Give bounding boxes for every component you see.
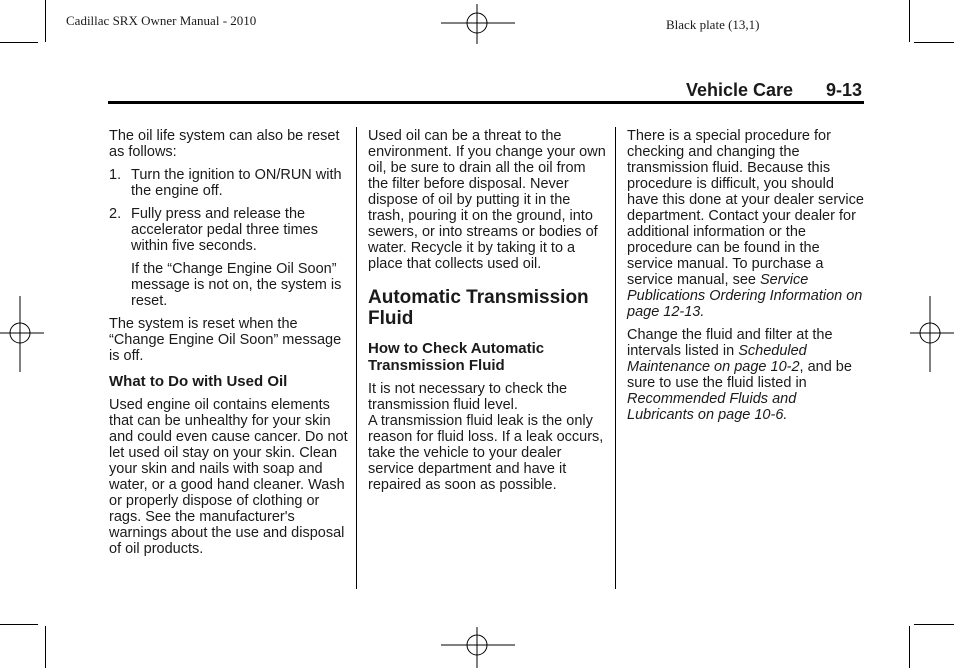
- change-fluid-paragraph: [627, 327, 867, 423]
- crop-mark: [45, 626, 46, 668]
- used-oil-threat-paragraph: Used oil can be a threat to the environment. If you change your own oil, be sure to drain all the oil from the filter before disposal. Never dispose of oil by putting it in the trash, pouring it on the ground, into sewers, or into streams or bodies of water. Recycle it by taking it to a place that collects used oil.: [368, 128, 606, 272]
- transmission-fluid-heading: Automatic Transmission Fluid: [368, 287, 589, 329]
- document-title: Cadillac SRX Owner Manual - 2010: [66, 13, 257, 28]
- column-3: [627, 128, 867, 430]
- change-fluid-text: Change the fluid and filter at the intervals listed in: [627, 327, 833, 359]
- registration-target-icon: [0, 296, 44, 372]
- oil-reset-intro: The oil life system can also be reset as follows:: [109, 128, 340, 160]
- check-fluid-heading: How to Check Automatic Transmission Fluid: [368, 340, 545, 374]
- fluid-leak-paragraph: A transmission fluid leak is the only reason for fluid loss. If a leak occurs, take the vehicle to your dealer service department and have it repaired as soon as possible.: [368, 413, 604, 493]
- check-fluid-paragraph: It is not necessary to check the transmission fluid level.: [368, 381, 568, 413]
- column-divider: [356, 127, 357, 589]
- registration-target-icon: [441, 4, 515, 44]
- step-note: If the “Change Engine Oil Soon” message is not on, the system is reset.: [131, 261, 342, 309]
- plate-label: Black plate (13,1): [666, 17, 760, 32]
- step-text: Turn the ignition to ON/RUN with the engine off.: [131, 167, 342, 199]
- reset-paragraph: The system is reset when the “Change Engine Oil Soon” message is off.: [109, 316, 342, 364]
- crop-mark: [0, 624, 38, 625]
- header-rule: [108, 101, 864, 104]
- registration-target-icon: [910, 296, 954, 372]
- used-oil-paragraph: Used engine oil contains elements that can be unhealthy for your skin and could even cause cancer. Do not let used oil stay on your skin. Clean your skin and nails with soap and water, or a good hand cleaner. Wash or properly dispose of clothing or rags. See the manufacturer's warnings about the use and disposal of oil products.: [109, 397, 348, 557]
- step-number: 2.: [109, 206, 122, 222]
- crop-mark: [909, 0, 910, 42]
- change-fluid-text-2: , and be sure to use the fluid listed in: [627, 359, 852, 391]
- registration-target-icon: [441, 627, 515, 668]
- page-number: 9-13: [826, 80, 863, 100]
- crop-mark: [914, 42, 954, 43]
- service-publications-link[interactable]: Service Publications Ordering Information on page 12-13.: [627, 272, 863, 320]
- crop-mark: [0, 42, 38, 43]
- column-1: [109, 128, 349, 564]
- list-item: [109, 206, 349, 254]
- special-procedure-paragraph: [627, 128, 867, 320]
- special-procedure-text: There is a special procedure for checking and changing the transmission fluid. Because this procedure is difficult, you should have this done at your dealer service department. Contact your dealer for additional information or the procedure can be found in the service manual. To purchase a service manual, see: [627, 128, 864, 288]
- crop-mark: [914, 624, 954, 625]
- crop-mark: [909, 626, 910, 668]
- column-divider: [615, 127, 616, 589]
- recommended-fluids-link[interactable]: Recommended Fluids and Lubricants on page 10-6.: [627, 391, 797, 423]
- step-text: Fully press and release the accelerator pedal three times within five seconds.: [131, 206, 318, 254]
- crop-mark: [45, 0, 46, 42]
- column-2: [368, 128, 608, 500]
- scheduled-maintenance-link[interactable]: Scheduled Maintenance on page 10-2: [627, 343, 807, 375]
- step-number: 1.: [109, 167, 122, 183]
- list-item: [109, 167, 349, 199]
- section-title: Vehicle Care: [686, 80, 794, 100]
- used-oil-heading: What to Do with Used Oil: [109, 373, 288, 390]
